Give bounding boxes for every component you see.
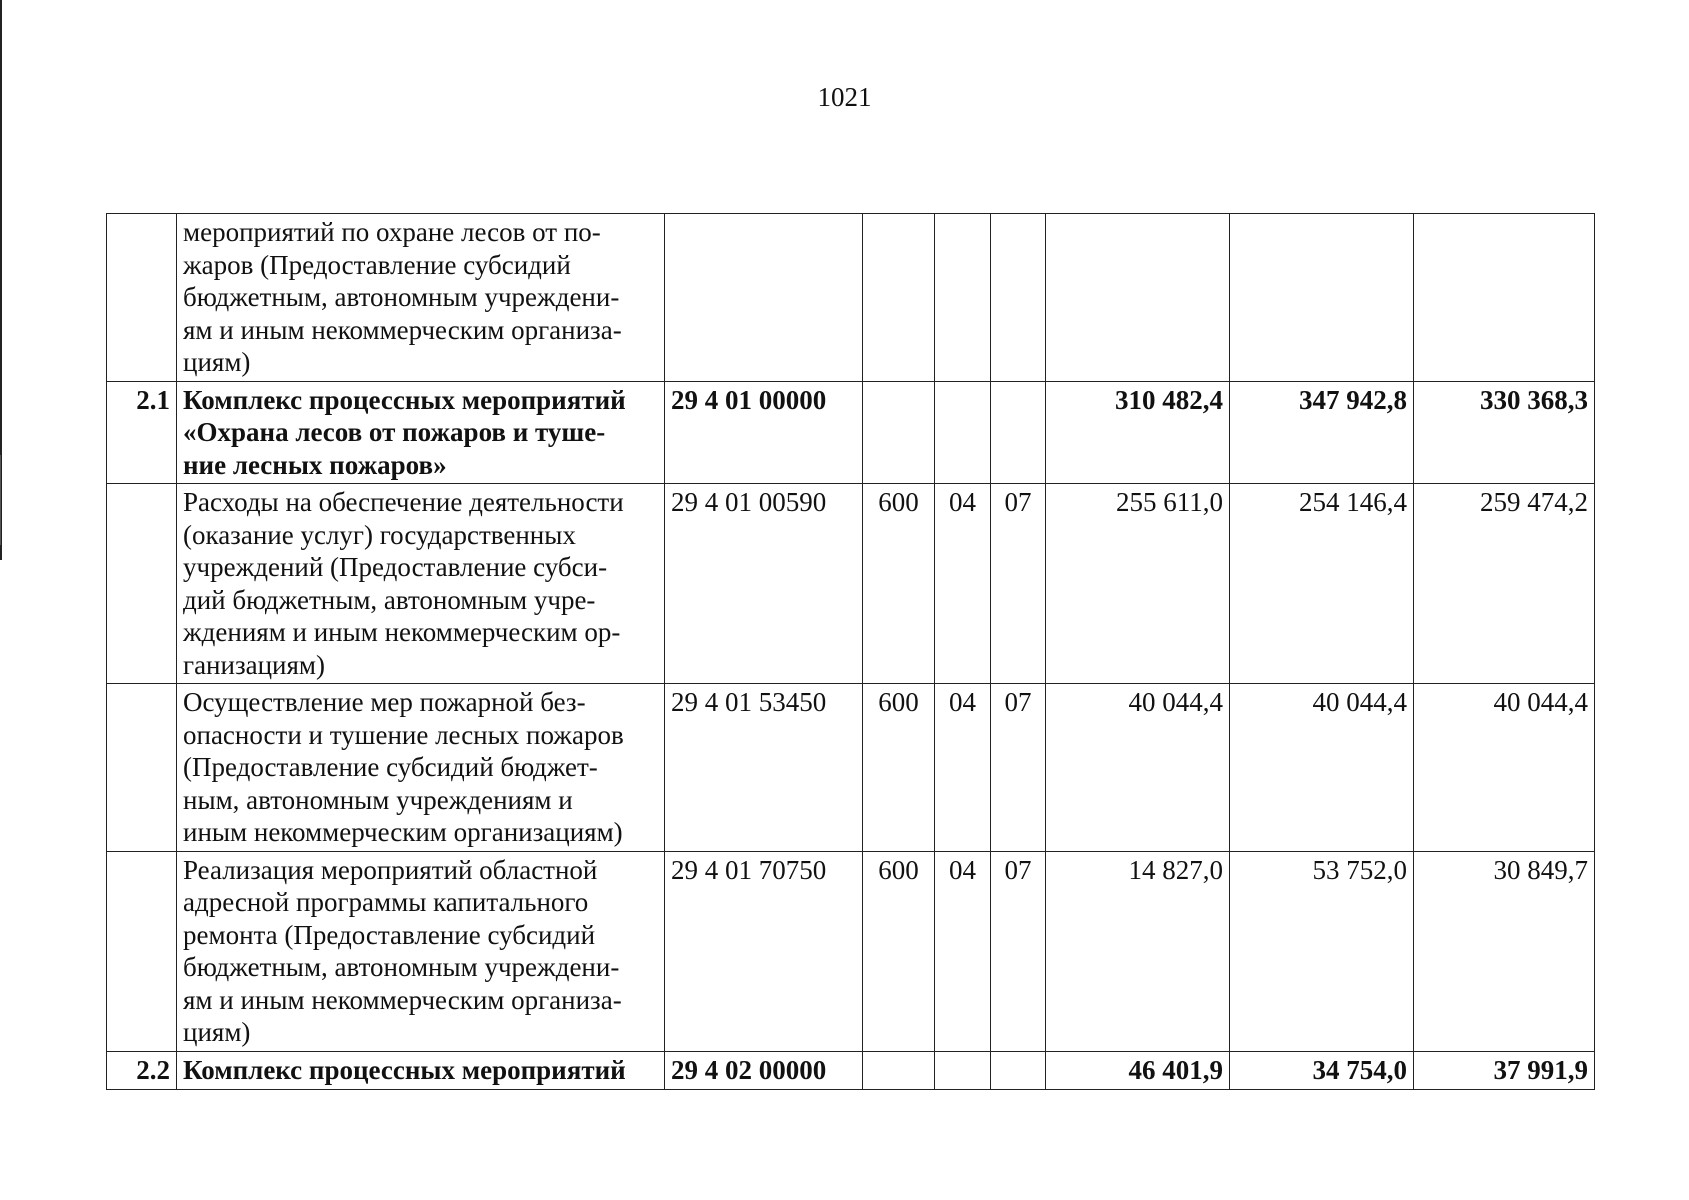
row-number-cell: 2.2 xyxy=(107,1051,177,1089)
item-name-line: мероприятий по охране лесов от по- xyxy=(183,217,601,247)
target-article-code-cell: 29 4 01 53450 xyxy=(665,684,863,852)
table-row xyxy=(107,484,1595,684)
item-name-line: (Предоставление субсидий бюджет- xyxy=(183,752,598,782)
amount-year1-cell: 255 611,0 xyxy=(1046,484,1230,684)
item-name-line: Реализация мероприятий областной xyxy=(183,854,598,885)
item-name-line: Комплекс процессных мероприятий xyxy=(183,384,626,415)
amount-year3-cell: 30 849,7 xyxy=(1414,851,1595,1051)
item-name-cell xyxy=(177,381,665,484)
amount-year2-cell: 53 752,0 xyxy=(1230,851,1414,1051)
section-cell: 04 xyxy=(935,684,991,852)
item-name-cell xyxy=(177,214,665,382)
expense-type-cell xyxy=(863,214,935,382)
amount-year2-cell: 34 754,0 xyxy=(1230,1051,1414,1089)
table-row xyxy=(107,1051,1595,1089)
table-row xyxy=(107,381,1595,484)
section-cell xyxy=(935,381,991,484)
subsection-cell xyxy=(991,381,1046,484)
item-name-line: ным, автономным учреждениям и xyxy=(183,784,573,815)
row-number-cell xyxy=(107,214,177,382)
item-name-line: Осуществление мер пожарной без- xyxy=(183,687,586,717)
item-name-cell xyxy=(177,851,665,1051)
item-name-line: ям и иным некоммерческим организа- xyxy=(183,314,622,345)
expense-type-cell: 600 xyxy=(863,851,935,1051)
item-name-line: ние лесных пожаров» xyxy=(183,449,447,480)
row-number-cell xyxy=(107,684,177,852)
target-article-code-cell: 29 4 01 70750 xyxy=(665,851,863,1051)
expense-type-cell: 600 xyxy=(863,684,935,852)
table-row xyxy=(107,851,1595,1051)
item-name-line: Расходы на обеспечение деятельности xyxy=(183,487,624,517)
item-name-line: учреждений (Предоставление субси- xyxy=(183,552,608,582)
amount-year2-cell xyxy=(1230,214,1414,382)
item-name-line: циям) xyxy=(183,347,251,377)
expense-type-cell xyxy=(863,381,935,484)
item-name-line: дий бюджетным, автономным учре- xyxy=(183,584,596,615)
row-number-cell xyxy=(107,851,177,1051)
section-cell xyxy=(935,1051,991,1089)
row-number-cell xyxy=(107,484,177,684)
target-article-code-cell: 29 4 02 00000 xyxy=(665,1051,863,1089)
subsection-cell xyxy=(991,214,1046,382)
table-body xyxy=(107,214,1595,1090)
expense-type-cell xyxy=(863,1051,935,1089)
amount-year3-cell: 259 474,2 xyxy=(1414,484,1595,684)
section-cell: 04 xyxy=(935,484,991,684)
item-name-line: ям и иным некоммерческим организа- xyxy=(183,984,622,1015)
amount-year1-cell: 46 401,9 xyxy=(1046,1051,1230,1089)
item-name-line: ждениям и иным некоммерческим ор- xyxy=(183,617,621,647)
expense-type-cell: 600 xyxy=(863,484,935,684)
scan-edge-mark xyxy=(0,455,1,545)
amount-year2-cell: 347 942,8 xyxy=(1230,381,1414,484)
section-cell xyxy=(935,214,991,382)
item-name-line: опасности и тушение лесных пожаров xyxy=(183,719,624,750)
item-name-line: Комплекс процессных мероприятий xyxy=(183,1054,626,1085)
amount-year2-cell: 254 146,4 xyxy=(1230,484,1414,684)
item-name-line: бюджетным, автономным учреждени- xyxy=(183,952,620,982)
item-name-line: иным некоммерческим организациям) xyxy=(183,817,623,847)
subsection-cell: 07 xyxy=(991,684,1046,852)
subsection-cell xyxy=(991,1051,1046,1089)
item-name-line: бюджетным, автономным учреждени- xyxy=(183,282,620,312)
amount-year3-cell: 40 044,4 xyxy=(1414,684,1595,852)
amount-year3-cell xyxy=(1414,214,1595,382)
page-number: 1021 xyxy=(817,82,872,112)
item-name-line: ремонта (Предоставление субсидий xyxy=(183,919,596,950)
item-name-line: ганизациям) xyxy=(183,649,326,680)
target-article-code-cell: 29 4 01 00000 xyxy=(665,381,863,484)
amount-year1-cell: 14 827,0 xyxy=(1046,851,1230,1051)
amount-year1-cell xyxy=(1046,214,1230,382)
amount-year1-cell: 40 044,4 xyxy=(1046,684,1230,852)
item-name-line: (оказание услуг) государственных xyxy=(183,519,576,550)
section-cell: 04 xyxy=(935,851,991,1051)
subsection-cell: 07 xyxy=(991,851,1046,1051)
budget-table xyxy=(106,213,1595,1090)
amount-year2-cell: 40 044,4 xyxy=(1230,684,1414,852)
item-name-cell xyxy=(177,484,665,684)
target-article-code-cell xyxy=(665,214,863,382)
item-name-line: жаров (Предоставление субсидий xyxy=(183,249,571,280)
target-article-code-cell: 29 4 01 00590 xyxy=(665,484,863,684)
item-name-line: адресной программы капитального xyxy=(183,887,589,917)
table-row xyxy=(107,684,1595,852)
subsection-cell: 07 xyxy=(991,484,1046,684)
amount-year3-cell: 330 368,3 xyxy=(1414,381,1595,484)
item-name-cell xyxy=(177,684,665,852)
table-row xyxy=(107,214,1595,382)
item-name-line: циям) xyxy=(183,1017,251,1047)
amount-year1-cell: 310 482,4 xyxy=(1046,381,1230,484)
item-name-line: «Охрана лесов от пожаров и туше- xyxy=(183,417,606,447)
row-number-cell: 2.1 xyxy=(107,381,177,484)
amount-year3-cell: 37 991,9 xyxy=(1414,1051,1595,1089)
item-name-cell xyxy=(177,1051,665,1089)
